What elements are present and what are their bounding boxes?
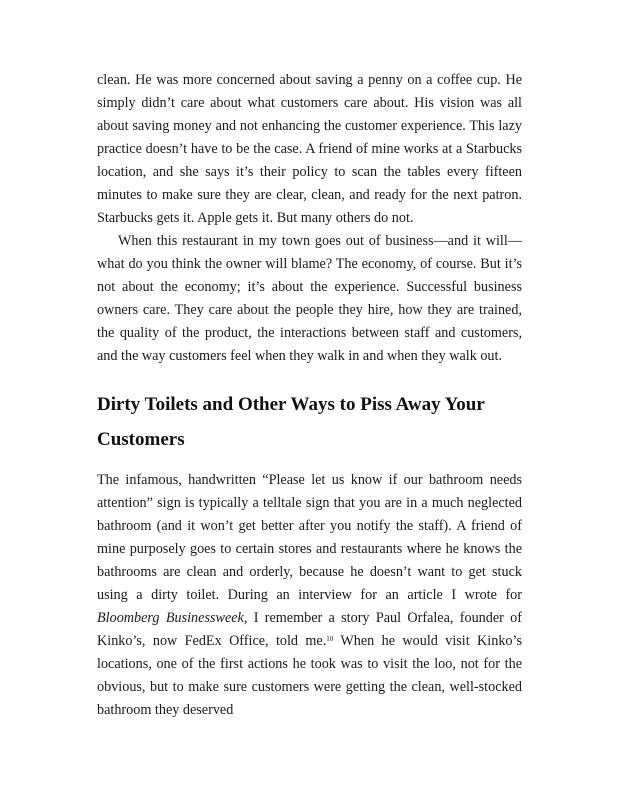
paragraph-text: When he would visit Kinko’s locations, one of the first actions he took was to visit the loo, not for the obvious, but to make sure customers were getting the clean, well-stocked bathroom they deserved <box>97 633 522 718</box>
body-paragraph: When this restaurant in my town goes out of business—and it will—what do you think the owner will blame? The economy, of course. But it’s not about the economy; it’s about the experience. Successful business owners care. They care about the people they hire, how they are trained, the quality of the product, the interactions between staff and customers, and the way customers feel when they walk in and when they walk out. <box>97 233 522 364</box>
paragraph-text: I remember a story Paul Orfalea, founder of Kinko’s, now FedEx Office, told me. <box>97 610 523 649</box>
publication-title: Bloomberg Businessweek, <box>97 610 248 626</box>
paragraph-text: The infamous, handwritten “Please let us know if our bathroom needs attention” sign is typically a telltale sign that you are in a much neglected bathroom (and it won’t get better after you notify the staff). A friend of mine purposely goes to certain stores and restaurants where he knows the bathrooms are clean and orderly, because he doesn’t want to get stuck using a dirty toilet. During an interview for an article I wrote for <box>97 472 522 603</box>
footnote-marker: 10 <box>326 635 334 643</box>
book-page <box>97 69 522 722</box>
body-paragraph <box>97 469 522 722</box>
body-paragraph: clean. He was more concerned about saving a penny on a coffee cup. He simply didn’t care about what customers care about. His vision was all about saving money and not enhancing the customer experience. This lazy practice doesn’t have to be the case. A friend of mine works at a Starbucks location, and she says it’s their policy to scan the tables every fifteen minutes to make sure they are clear, clean, and ready for the next patron. Starbucks gets it. Apple gets it. But many others do not. <box>97 72 522 226</box>
section-heading: Dirty Toilets and Other Ways to Piss Away Your Customers <box>97 394 485 450</box>
